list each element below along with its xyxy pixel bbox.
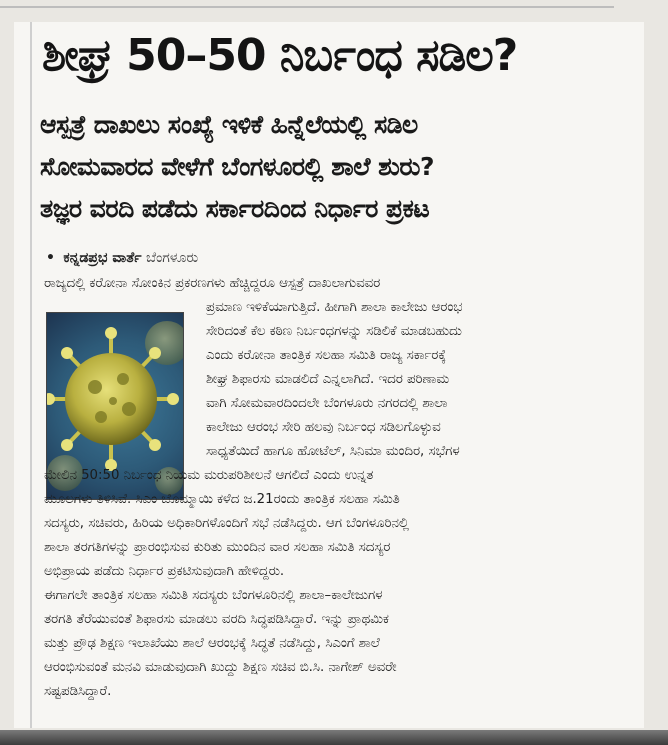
subheadline: ತಜ್ಞರ ವರದಿ ಪಡೆದು ಸರ್ಕಾರದಿಂದ ನಿರ್ಧಾರ ಪ್ರಕಟ <box>40 194 430 223</box>
top-rule <box>0 6 614 8</box>
text-line: ಎಂದು ಕರೋನಾ ತಾಂತ್ರಿಕ ಸಲಹಾ ಸಮಿತಿ ರಾಜ್ಯ ಸರ್ಕಾರಕ್ಕೆ <box>206 348 447 363</box>
text-line: ಶಾಲಾ ತರಗತಿಗಳನ್ನು ಪ್ರಾರಂಭಿಸುವ ಕುರಿತು ಮುಂದಿನ ವಾರ ಸಲಹಾ ಸಮಿತಿ ಸದಸ್ಯರ <box>44 540 391 555</box>
text-line: ಕಾಲೇಜು ಆರಂಭ ಸೇರಿ ಹಲವು ನಿರ್ಬಂಧ ಸಡಿಲಗೊಳ್ಳುವ <box>206 420 441 435</box>
text-line: ರಾಜ್ಯದಲ್ಲಿ ಕರೋನಾ ಸೋಂಕಿನ ಪ್ರಕರಣಗಳು ಹೆಚ್ಚಿದ್ದರೂ ಆಸ್ಪತ್ರೆ ದಾಖಲಾಗುವವರ <box>44 276 381 291</box>
text-line: ಪ್ರಮಾಣ ಇಳಿಕೆಯಾಗುತ್ತಿದೆ. ಹೀಗಾಗಿ ಶಾಲಾ ಕಾಲೇಜು ಆರಂಭ <box>206 300 463 315</box>
text-line: ತರಗತಿ ತೆರೆಯುವಂತೆ ಶಿಫಾರಸು ಮಾಡಲು ವರದಿ ಸಿದ್ಧಪಡಿಸಿದ್ದಾರೆ. ಇನ್ನು ಪ್ರಾಥಮಿಕ <box>44 612 389 627</box>
headline: ಶೀಘ್ರ 50–50 ನಿರ್ಬಂಧ ಸಡಿಲ? <box>42 30 518 81</box>
article-body <box>44 272 644 704</box>
text-line: ಅಭಿಪ್ರಾಯ ಪಡೆದು ನಿರ್ಧಾರ ಪ್ರಕಟಿಸುವುದಾಗಿ ಹೇಳಿದ್ದರು. <box>44 564 285 579</box>
text-line: ಮೇಲಿನ 50:50 ನಿರ್ಬಂಧ ನಿಯಮ ಮರುಪರಿಶೀಲನೆ ಆಗಲಿದೆ ಎಂದು ಉನ್ನತ <box>44 468 374 483</box>
text-line: ಸದಸ್ಯರು, ಸಚಿವರು, ಹಿರಿಯ ಅಧಿಕಾರಿಗಳೊಂದಿಗೆ ಸಭೆ ನಡೆಸಿದ್ದರು. ಆಗ ಬೆಂಗಳೂರಿನಲ್ಲಿ <box>44 516 409 531</box>
text-line: ಈಗಾಗಲೇ ತಾಂತ್ರಿಕ ಸಲಹಾ ಸಮಿತಿ ಸದಸ್ಯರು ಬೆಂಗಳೂರಿನಲ್ಲಿ ಶಾಲಾ–ಕಾಲೇಜುಗಳ <box>44 588 383 603</box>
byline-bullet: • <box>46 250 55 266</box>
text-line: ಸಾಧ್ಯತೆಯಿದೆ ಹಾಗೂ ಹೋಟೆಲ್, ಸಿನಿಮಾ ಮಂದಿರ, ಸಭೆಗಳ <box>206 444 460 459</box>
column-rule <box>30 22 32 728</box>
text-line: ವಾಗಿ ಸೋಮವಾರದಿಂದಲೇ ಬೆಂಗಳೂರು ನಗರದಲ್ಲಿ ಶಾಲಾ <box>206 396 448 411</box>
text-line: ಆರಂಭಿಸುವಂತೆ ಮನವಿ ಮಾಡುವುದಾಗಿ ಖುದ್ದು ಶಿಕ್ಷಣ ಸಚಿವ ಬಿ.ಸಿ. ನಾಗೇಶ್ ಅವರೇ <box>44 660 397 675</box>
subheadline-block <box>40 104 640 230</box>
text-line: ಮೂಲಗಳು ತಿಳಿಸಿವೆ. ಸಿಎಂ ಬೊಮ್ಮಾಯಿ ಕಳೆದ ಜ.21ರಂದು ತಾಂತ್ರಿಕ ಸಲಹಾ ಸಮಿತಿ <box>44 492 400 507</box>
text-line: ಸಷ್ಟಪಡಿಸಿದ್ದಾರೆ. <box>44 684 112 699</box>
text-line: ಶೀಘ್ರ ಶಿಫಾರಸು ಮಾಡಲಿದೆ ಎನ್ನಲಾಗಿದೆ. ಇದರ ಪರಿಣಾಮ <box>206 372 450 387</box>
bottom-bar <box>0 730 668 745</box>
text-line: ಸೇರಿದಂತೆ ಕೆಲ ಕಠಿಣ ನಿರ್ಬಂಧಗಳನ್ನು ಸಡಿಲಿಕೆ ಮಾಡಬಹುದು <box>206 324 462 339</box>
byline <box>46 250 198 266</box>
newspaper-clipping <box>14 22 644 728</box>
subheadline: ಸೋಮವಾರದ ವೇಳೆಗೆ ಬೆಂಗಳೂರಲ್ಲಿ ಶಾಲೆ ಶುರು? <box>40 152 434 181</box>
byline-place: ಬೆಂಗಳೂರು <box>145 250 199 266</box>
text-line: ಮತ್ತು ಪ್ರೌಢ ಶಿಕ್ಷಣ ಇಲಾಖೆಯು ಶಾಲೆ ಆರಂಭಕ್ಕೆ ಸಿದ್ಧತೆ ನಡೆಸಿದ್ದು, ಸಿಎಂಗೆ ಶಾಲೆ <box>44 636 380 651</box>
subheadline: ಆಸ್ಪತ್ರೆ ದಾಖಲು ಸಂಖ್ಯೆ ಇಳಿಕೆ ಹಿನ್ನೆಲೆಯಲ್ಲಿ ಸಡಿಲ <box>40 110 418 139</box>
byline-agency: ಕನ್ನಡಪ್ರಭ ವಾರ್ತೆ <box>63 250 142 266</box>
